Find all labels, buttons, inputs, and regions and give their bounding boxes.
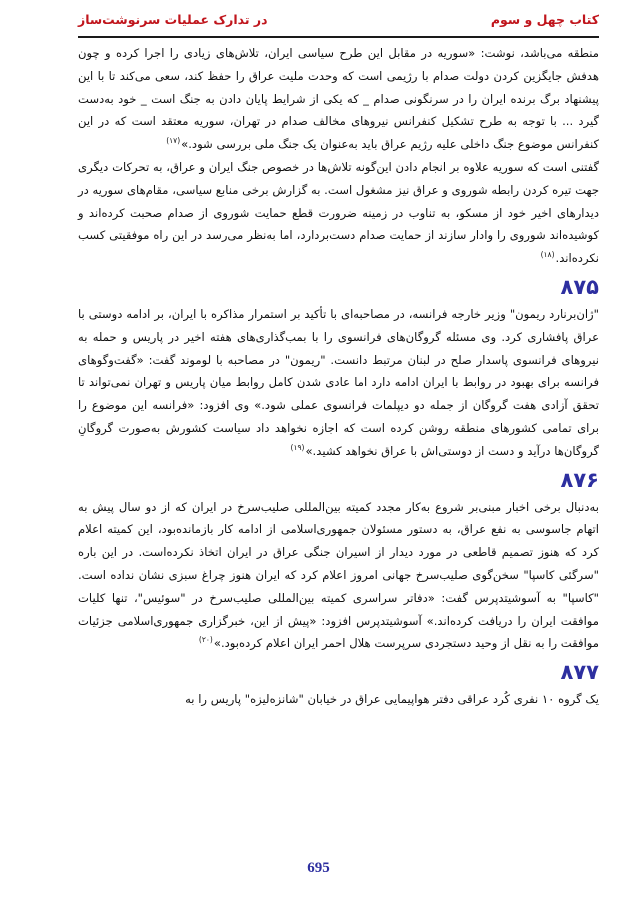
- paragraph-4: به‌دنبال برخی اخبار مبنی‌بر شروع به‌کار مجدد کمیته بین‌المللی صلیب‌سرخ در ایران که از دو سال پیش به اتهام جاسوسی به نفع عراق، به دستور مسئولان جمهوری‌اسلامی از ادامه کار بازمانده‌بود، این کمیته اعلام کرد که هنوز تصمیم قاطعی در مورد دیدار از اسیران جنگی عراق در ایران اتخاذ نکرده‌است. در این باره "سرگئی کاسپا" سخن‌گوی صلیب‌سرخ جهانی امروز اعلام کرد که ایران هنوز چراغ سبزی نشان نداده است. "کاسپا" به آسوشیتدپرس گفت: «دفاتر سراسری کمیته بین‌المللی صلیب‌سرخ در "سوئیس"، تنها کلیات موافقت ایران را دریافت کرده‌اند.» آسوشیتدپرس افزود: «پیش از این، خبرگزاری جمهوری‌اسلامی جزئیات موافقت را به نقل از وحید دستجردی سرپرست هلال احمر ایران اعلام کرده‌بود.»$^{(۲۰)}$: [78, 499, 599, 651]
- footnote-marker: (۲۰): [198, 635, 213, 645]
- header-divider: [78, 36, 599, 38]
- paragraph-3: "ژان‌برنارد ریمون" وزیر خارجه فرانسه، در مصاحبه‌ای با تأکید بر استمرار مذاکره با ایران، بر ادامه دوستی با عراق پافشاری کرد. وی مسئله گروگان‌های فرانسوی را با بمب‌گذاری‌های هفته اخیر در پاریس و حمله به نیروهای فرانسوی پاسدار صلح در لبنان مرتبط دانست. "ریمون" در مصاحبه با لوموند گفت: «گفت‌وگوهای فرانسه برای بهبود در روابط با ایران ادامه دارد اما عادی شدن کامل روابط میان پاریس و تهران نمی‌تواند تا تحقق آزادی هفت گروگان از جمله دو دیپلمات فرانسوی عملی شود.» وی افزود: «فرانسه این موضوع را برای تمامی کشورهای منطقه روشن کرده است که اجازه نخواهد داد سیاست کشورش به‌صورت گروگانِ گروگان‌ها درآید و دست از دوستی‌اش با عراق نخواهد کشید.»$^{(۱۹)}$: [78, 306, 599, 458]
- footnote-marker: (۱۸): [540, 250, 555, 260]
- running-header: [78, 8, 599, 30]
- footnote-marker: (۱۹): [290, 442, 305, 452]
- section-number-876: ۸۷۶: [560, 467, 599, 492]
- paragraph-5: یک گروه ۱۰ نفری کُرد عراقی دفتر هواپیمایی عراق در خیابان "شانزه‌لیزه" پاریس را به: [185, 692, 599, 707]
- paragraph-2: گفتنی است که سوریه علاوه بر انجام دادن این‌گونه تلاش‌ها در خصوص جنگ ایران و عراق، به تحرکات دیگری جهت تیره کردن رابطه شوروی و عراق نیز مشغول است. به گزارش برخی منابع سیاسی، مقام‌های سوریه در دیدارهای اخیر خود از مسکو، به تناوب در زمینه ضرورت قطع حمایت شوروی از صدام صحبت کرده‌اند و کوشیده‌اند شوروی را وادار سازند از حمایت صدام دست‌بردارد، اما به‌نظر می‌رسد در این راه موفقیتی کسب نکرده‌اند.$^{(۱۸)}$: [78, 159, 599, 266]
- section-number-875: ۸۷۵: [560, 274, 599, 299]
- book-title: کتاب چهل و سوم: [490, 11, 599, 27]
- footnote-marker: (۱۷): [166, 136, 181, 146]
- section-title: در تدارک عملیات سرنوشت‌ساز: [78, 11, 268, 27]
- body-text: [78, 42, 599, 711]
- page-number: 695: [307, 860, 330, 876]
- paragraph-1: منطقه می‌باشد، نوشت: «سوریه در مقابل این طرح سیاسی ایران، تلاش‌های زیادی را اجرا کرده و چون هدفش جایگزین کردن دولت صدام با رژیمی است که وحدت ملیت عراق را حفظ کند، سعی می‌کند تا با این پیشنهاد برگ برنده ایران را در سرنگونی صدام _ که یکی از شرایط پایان دادن به جنگ است _ خود به‌دست گیرد ... با توجه به طرح تشکیل کنفرانس نیروهای مخالف صدام در تهران، سوریه معتقد است که در این کنفرانس موضوع جنگ داخلی علیه رژیم عراق باید به‌عنوان یک جنگ ملی بررسی شود.»$^{(۱۷)}$: [78, 46, 599, 152]
- section-number-877: ۸۷۷: [560, 660, 599, 685]
